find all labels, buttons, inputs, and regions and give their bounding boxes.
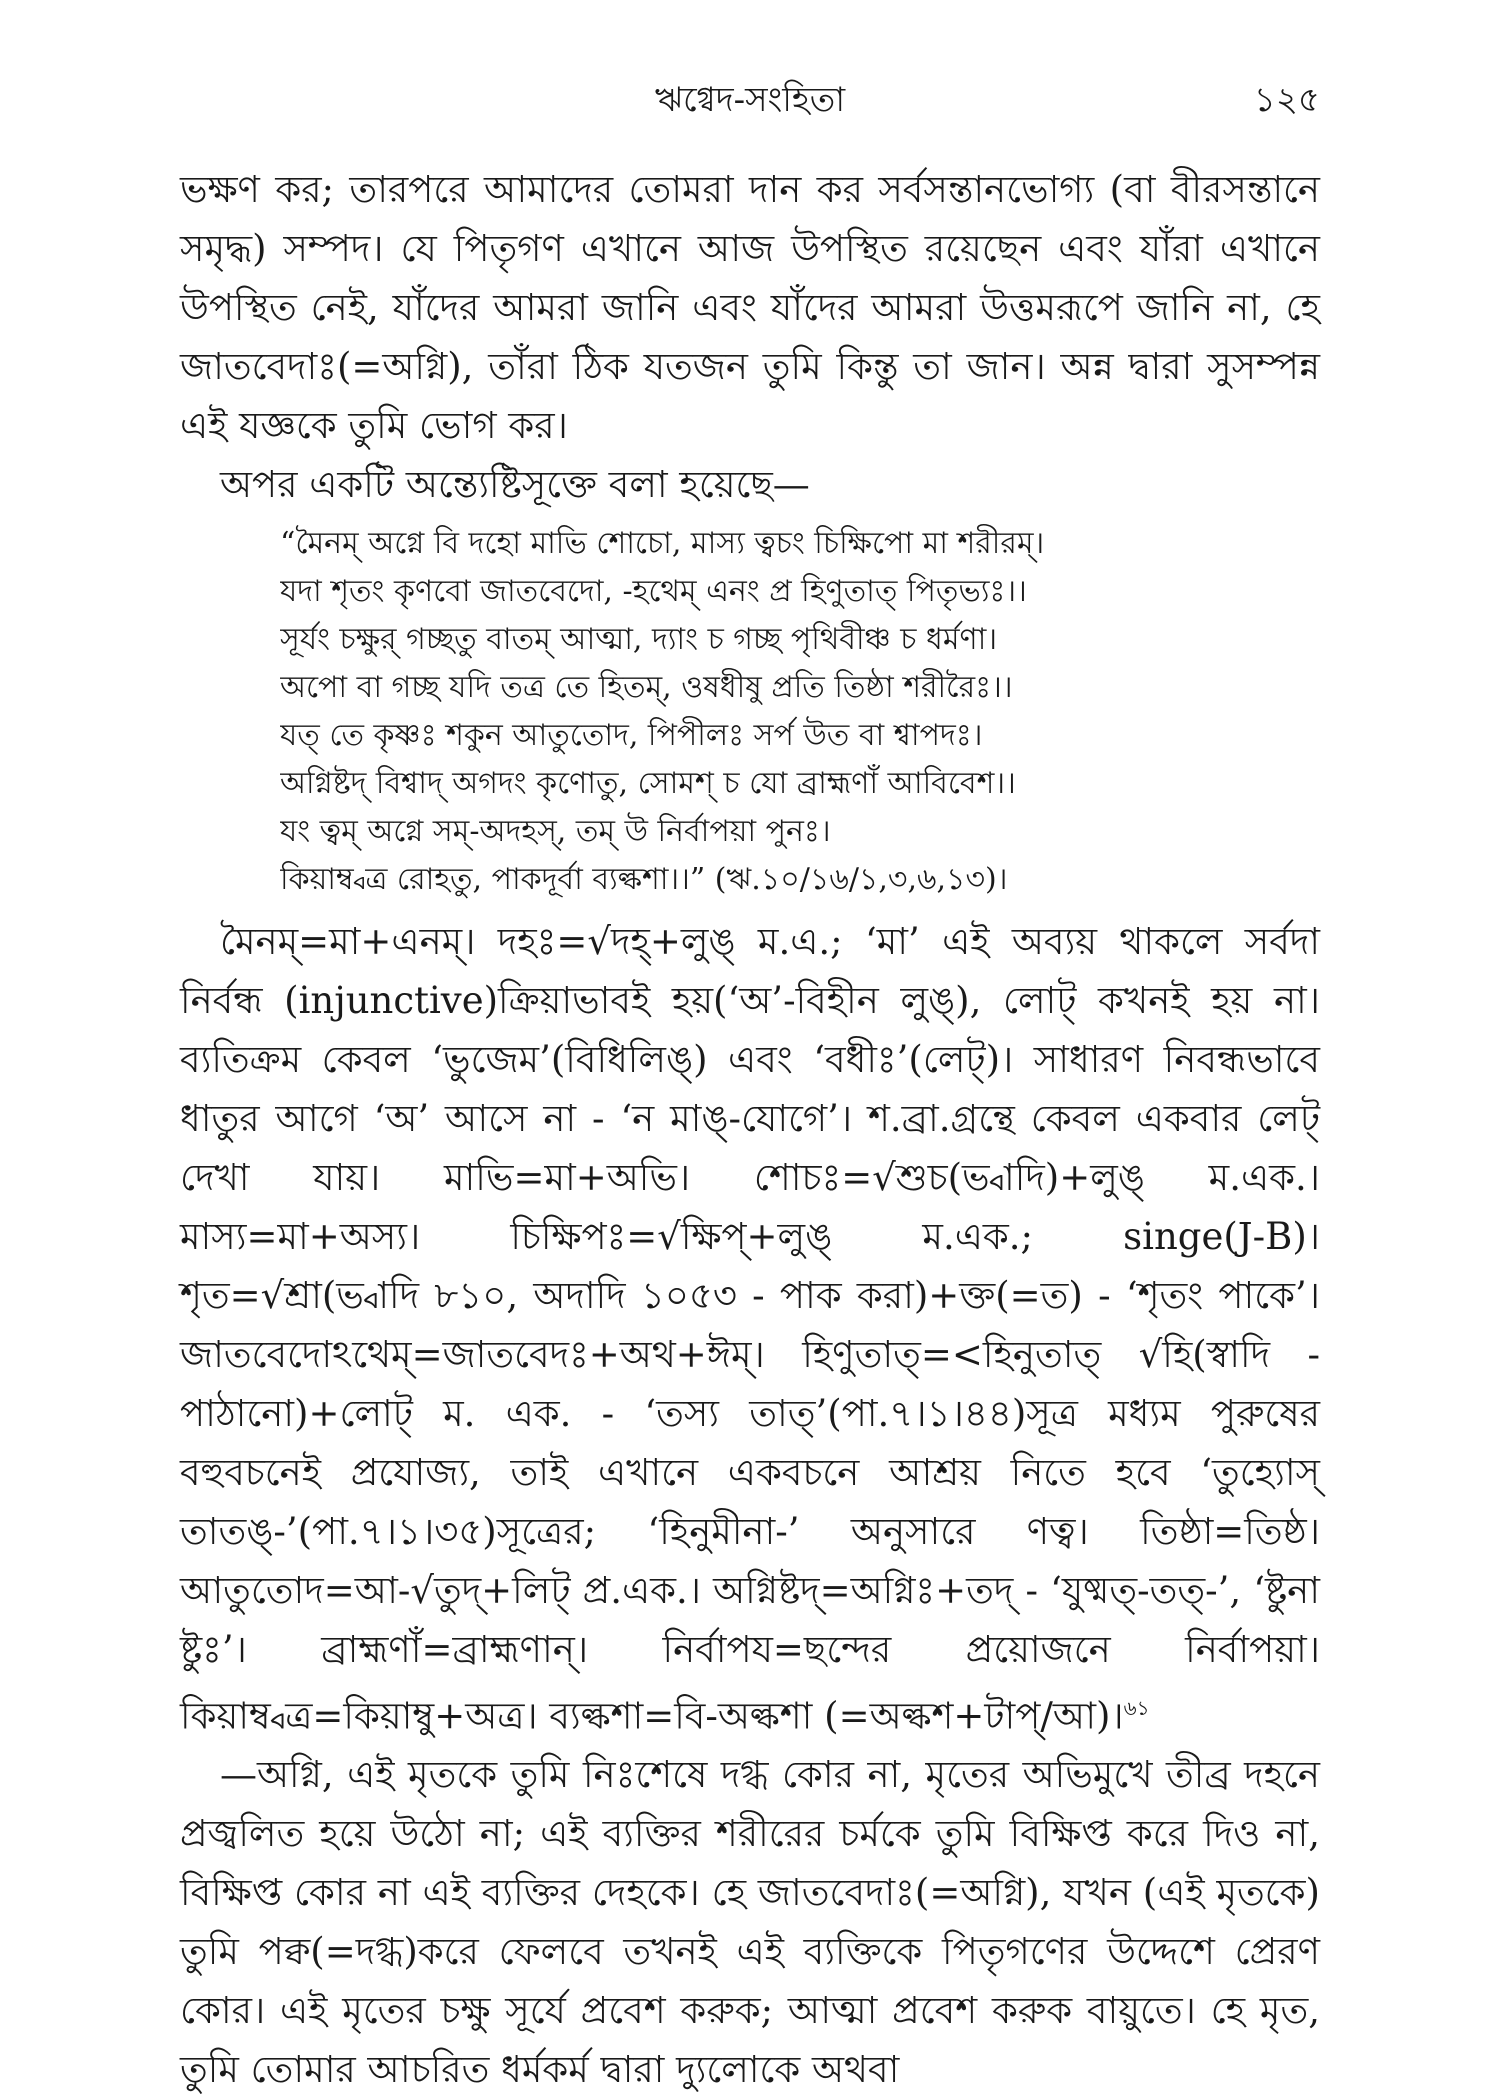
- verse-line: কিয়াম্ব্বত্র রোহতু, পাকদূর্বা ব্যল্কশা।।” (ঋ.১০/১৬/১,৩,৬,১৩)।: [280, 862, 1008, 897]
- verse-line: যত্ তে কৃষ্ণঃ শকুন আতুতোদ, পিপীলঃ সর্প উত বা শ্বাপদঃ।: [280, 718, 983, 753]
- paragraph-3: [180, 912, 1320, 1745]
- verse-line: যদা শৃতং কৃণবো জাতবেদো, -হথেম্ এনং প্র হিণুতাত্ পিতৃভ্যঃ।।: [280, 574, 1027, 609]
- body-text: [180, 160, 1320, 2099]
- verse-line: সূর্যং চক্ষুর্ গচ্ছতু বাতম্ আত্মা, দ্যাং চ গচ্ছ পৃথিবীঞ্চ চ ধর্মণা।: [280, 622, 998, 657]
- verse-line: যং ত্বম্ অগ্নে সম্-অদহস্, তম্ উ নির্বাপয়া পুনঃ।: [280, 814, 831, 849]
- footnote-marker: ৬১: [1123, 1696, 1150, 1720]
- running-title: ঋগ্বেদ-সংহিতা: [654, 80, 846, 120]
- paragraph-1: ভক্ষণ কর; তারপরে আমাদের তোমরা দান কর সর্বসন্তানভোগ্য (বা বীরসন্তানে সমৃদ্ধ) সম্পদ। যে পিতৃগণ এখানে আজ উপস্থিত রয়েছেন এবং যাঁরা এখানে উপস্থিত নেই, যাঁদের আমরা জানি এবং যাঁদের আমরা উত্তমরূপে জানি না, হে জাতবেদাঃ(=অগ্নি), তাঁরা ঠিক যতজন তুমি কিন্তু তা জান। অন্ন দ্বারা সুসম্পন্ন এই যজ্ঞকে তুমি ভোগ কর।: [180, 168, 1320, 447]
- page-header: [180, 75, 1320, 125]
- page-number: ১২৫: [1253, 80, 1320, 120]
- paragraph-4: —অগ্নি, এই মৃতকে তুমি নিঃশেষে দগ্ধ কোর না, মৃতের অভিমুখে তীব্র দহনে প্রজ্বলিত হয়ে উঠো না; এই ব্যক্তির শরীরের চর্মকে তুমি বিক্ষিপ্ত করে দিও না, বিক্ষিপ্ত কোর না এই ব্যক্তির দেহকে। হে জাতবেদাঃ(=অগ্নি), যখন (এই মৃতকে) তুমি পক্ব(=দগ্ধ)করে ফেলবে তখনই এই ব্যক্তিকে পিতৃগণের উদ্দেশে প্রেরণ কোর। এই মৃতের চক্ষু সূর্যে প্রবেশ করুক; আত্মা প্রবেশ করুক বায়ুতে। হে মৃত, তুমি তোমার আচরিত ধর্মকর্ম দ্বারা দ্যুলোকে অথবা: [180, 1753, 1320, 2092]
- verse-block: [280, 520, 1320, 904]
- verse-line: অগ্নিষ্টদ্ বিশ্বাদ্ অগদং কৃণোতু, সোমশ্ চ যো ব্রাহ্মণাঁ আবিবেশ।।: [280, 766, 1016, 801]
- verse-line: অপো বা গচ্ছ যদি তত্র তে হিতম্, ওষধীষু প্রতি তিষ্ঠা শরীরৈঃ।।: [280, 670, 1013, 705]
- paragraph-2: অপর একটি অন্ত্যেষ্টিসূক্তে বলা হয়েছে—: [220, 463, 810, 506]
- paragraph-3-text: মৈনম্=মা+এনম্। দহঃ=√দহ্+লুঙ্ ম.এ.; ‘মা’ এই অব্যয় থাকলে সর্বদা নির্বন্ধ (injunctive)ক্রিয়াভাবই হয়(‘অ’-বিহীন লুঙ্), লোট্ কখনই হয় না। ব্যতিক্রম কেবল ‘ভুজেম’(বিধিলিঙ্) এবং ‘বধীঃ’(লেট্)। সাধারণ নিবন্ধভাবে ধাতুর আগে ‘অ’ আসে না - ‘ন মাঙ্-যোগে’। শ.ব্রা.গ্রন্থে কেবল একবার লেট্ দেখা যায়। মাভি=মা+অভি। শোচঃ=√শুচ(ভ্বাদি)+লুঙ্ ম.এক.। মাস্য=মা+অস্য। চিক্ষিপঃ=√ক্ষিপ্+লুঙ্ ম.এক.; singe(J-B)। শৃত=√শ্রা(ভ্বাদি ৮১০, অদাদি ১০৫৩ - পাক করা)+ক্ত(=ত) - ‘শৃতং পাকে’। জাতবেদোঽথেম্=জাতবেদঃ+অথ+ঈম্। হিণুতাত্=<হিনুতাত্ √হি(স্বাদি - পাঠানো)+লোট্ ম. এক. - ‘তস্য তাত্’(পা.৭।১।৪৪)সূত্র মধ্যম পুরুষের বহুবচনেই প্রযোজ্য, তাই এখানে একবচনে আশ্রয় নিতে হবে ‘তুহ্যোস্ তাতঙ্-’(পা.৭।১।৩৫)সূত্রের; ‘হিনুমীনা-’ অনুসারে ণত্ব। তিষ্ঠা=তিষ্ঠ। আতুতোদ=আ-√তুদ্+লিট্ প্র.এক.। অগ্নিষ্টদ্=অগ্নিঃ+তদ্ - ‘যুষ্মত্-তত্-’, ‘ষ্টুনা ষ্টুঃ’। ব্রাহ্মণাঁ=ব্রাহ্মণান্। নির্বাপয=ছন্দের প্রয়োজনে নির্বাপয়া। কিয়াম্ব্বত্র=কিয়াম্বু+অত্র। ব্যল্কশা=বি-অল্কশা (=অল্কশ+টাপ্/আ)।: [180, 920, 1320, 1738]
- verse-line: “মৈনম্ অগ্নে বি দহো মাভি শোচো, মাস্য ত্বচং চিক্ষিপো মা শরীরম্।: [280, 526, 1045, 561]
